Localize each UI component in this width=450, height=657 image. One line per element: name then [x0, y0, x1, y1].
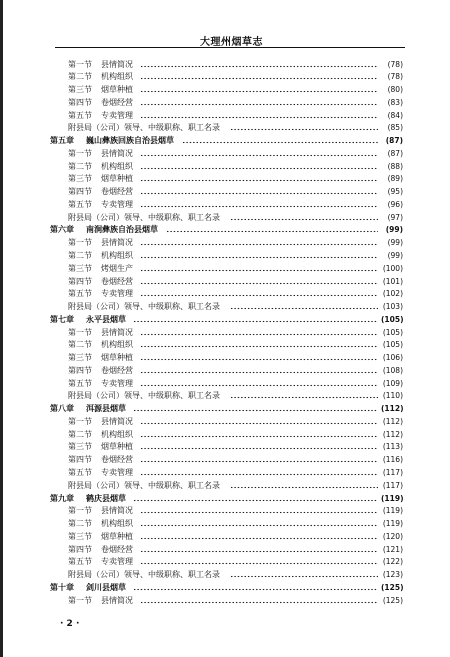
toc-entry-number: 第八章 — [50, 404, 74, 414]
toc-leader-dots — [140, 237, 378, 250]
toc-entry-title: 附县局（公司）领导、中级职称、职工名录 — [68, 570, 220, 580]
toc-section-row — [0, 237, 450, 250]
toc-section-row — [0, 339, 450, 352]
toc-entry-number: 第一节 — [68, 506, 92, 516]
toc-appendix-row — [0, 301, 450, 314]
toc-section-row — [0, 378, 450, 391]
toc-page-number: (100) — [382, 263, 403, 273]
toc-leader-dots — [230, 569, 378, 582]
toc-page-number: (101) — [382, 276, 403, 286]
toc-chapter-row — [0, 314, 450, 327]
toc-entry-title: 附县局（公司）领导、中级职称、职工名录 — [68, 123, 220, 133]
toc-page-number: (96) — [387, 199, 403, 209]
toc-section-row — [0, 556, 450, 569]
toc-leader-dots — [140, 84, 378, 97]
toc-leader-dots — [140, 441, 378, 454]
toc-entry-number: 第三节 — [68, 442, 92, 452]
toc-page-number: (125) — [382, 595, 403, 605]
toc-page-number: (103) — [382, 302, 403, 312]
toc-entry-number: 第二节 — [68, 161, 92, 171]
toc-entry-number: 第三节 — [68, 174, 92, 184]
toc-page-number: (116) — [382, 455, 403, 465]
toc-entry-number: 第五章 — [50, 136, 74, 146]
toc-leader-dots — [230, 390, 378, 403]
toc-chapter-row — [0, 224, 450, 237]
toc-page-number: (87) — [385, 136, 403, 146]
toc-entry-number: 第四节 — [68, 276, 92, 286]
toc-page-number: (110) — [382, 391, 403, 401]
toc-leader-dots — [230, 480, 378, 493]
toc-entry-title: 县情简况 — [101, 238, 133, 248]
toc-section-row — [0, 250, 450, 263]
toc-entry-number: 第二节 — [68, 519, 92, 529]
toc-entry-title: 县情简况 — [101, 595, 133, 605]
toc-entry-title: 烟草种植 — [101, 85, 133, 95]
toc-appendix-row — [0, 480, 450, 493]
toc-appendix-row — [0, 122, 450, 135]
toc-leader-dots — [140, 416, 378, 429]
running-header-title: 大理州烟草志 — [200, 37, 263, 48]
toc-entry-number: 第四节 — [68, 365, 92, 375]
toc-leader-dots — [140, 505, 378, 518]
toc-leader-dots — [140, 544, 378, 557]
toc-entry-title: 专卖管理 — [101, 378, 133, 388]
toc-page-number: (95) — [387, 187, 403, 197]
toc-entry-number: 第二节 — [68, 429, 92, 439]
toc-leader-dots — [140, 378, 378, 391]
toc-appendix-row — [0, 212, 450, 225]
toc-leader-dots — [140, 59, 378, 72]
toc-page-number: (97) — [387, 212, 403, 222]
toc-chapter-row — [0, 135, 450, 148]
toc-entry-title: 附县局（公司）领导、中级职称、职工名录 — [68, 212, 220, 222]
toc-entry-title: 烤烟生产 — [101, 263, 133, 273]
toc-entry-title: 机构组织 — [101, 519, 133, 529]
toc-section-row — [0, 263, 450, 276]
toc-entry-title: 烟草种植 — [101, 174, 133, 184]
toc-leader-dots — [182, 135, 378, 148]
toc-page-number: (105) — [381, 314, 404, 324]
toc-entry-number: 第九章 — [50, 493, 74, 503]
toc-entry-title: 县情简况 — [101, 327, 133, 337]
toc-entry-number: 第一节 — [68, 327, 92, 337]
toc-entry-title: 永平县烟草 — [86, 314, 126, 324]
toc-section-row — [0, 84, 450, 97]
toc-page-number: (109) — [382, 378, 403, 388]
toc-entry-title: 卷烟经营 — [101, 276, 133, 286]
toc-entry-number: 第二节 — [68, 340, 92, 350]
toc-entry-title: 附县局（公司）领导、中级职称、职工名录 — [68, 391, 220, 401]
toc-leader-dots — [140, 97, 378, 110]
toc-leader-dots — [140, 518, 378, 531]
toc-entry-number: 第五节 — [68, 557, 92, 567]
toc-entry-title: 剑川县烟草 — [86, 582, 126, 592]
toc-page-number: (112) — [381, 404, 404, 414]
toc-entry-number: 第五节 — [68, 110, 92, 120]
toc-entry-title: 烟草种植 — [101, 442, 133, 452]
toc-entry-number: 第二节 — [68, 250, 92, 260]
toc-leader-dots — [140, 467, 378, 480]
toc-page-number: (119) — [382, 506, 403, 516]
toc-entry-title: 鹤庆县烟草 — [86, 493, 126, 503]
toc-entry-number: 第五节 — [68, 468, 92, 477]
toc-entry-title: 县情简况 — [101, 148, 133, 158]
toc-entry-number: 第一节 — [68, 238, 92, 248]
toc-entry-title: 专卖管理 — [101, 199, 133, 209]
toc-page-number: (125) — [381, 582, 404, 592]
toc-page-number: (99) — [385, 225, 403, 235]
toc-page-number: (123) — [382, 570, 403, 580]
toc-leader-dots — [133, 403, 378, 416]
toc-leader-dots — [140, 531, 378, 544]
toc-entry-number: 第五节 — [68, 289, 92, 299]
toc-entry-title: 机构组织 — [101, 72, 133, 82]
toc-entry-title: 卷烟经营 — [101, 544, 133, 554]
toc-leader-dots — [230, 212, 378, 225]
toc-page-number: (99) — [387, 238, 403, 248]
toc-entry-number: 第三节 — [68, 353, 92, 363]
toc-section-row — [0, 505, 450, 518]
toc-entry-number: 第十章 — [50, 582, 74, 592]
toc-entry-title: 巍山彝族回族自治县烟草 — [86, 136, 174, 146]
toc-leader-dots — [140, 556, 378, 569]
toc-section-row — [0, 595, 450, 608]
toc-entry-title: 县情简况 — [101, 59, 133, 69]
toc-leader-dots — [230, 301, 378, 314]
toc-leader-dots — [140, 365, 378, 378]
toc-entry-title: 烟草种植 — [101, 531, 133, 541]
toc-page-number: (112) — [382, 416, 403, 426]
table-of-contents — [0, 59, 450, 608]
toc-page-number: (119) — [382, 519, 403, 529]
toc-entry-title: 专卖管理 — [101, 289, 133, 299]
toc-appendix-row — [0, 569, 450, 582]
toc-leader-dots — [140, 161, 378, 174]
toc-entry-title: 专卖管理 — [101, 557, 133, 567]
toc-section-row — [0, 110, 450, 123]
toc-page-number: (87) — [387, 148, 403, 158]
toc-page-number: (105) — [382, 327, 403, 337]
toc-leader-dots — [140, 276, 378, 289]
toc-page-number: (83) — [387, 97, 403, 107]
toc-page-number: (106) — [382, 353, 403, 363]
toc-section-row — [0, 531, 450, 544]
toc-section-row — [0, 429, 450, 442]
toc-entry-title: 卷烟经营 — [101, 455, 133, 465]
toc-page-number: (85) — [387, 123, 403, 133]
toc-section-row — [0, 518, 450, 531]
toc-section-row — [0, 59, 450, 72]
toc-leader-dots — [140, 250, 378, 263]
toc-entry-number: 第六章 — [50, 225, 74, 235]
toc-chapter-row — [0, 403, 450, 416]
toc-leader-dots — [140, 71, 378, 84]
toc-section-row — [0, 97, 450, 110]
toc-chapter-row — [0, 582, 450, 595]
toc-page-number: (112) — [382, 429, 403, 439]
toc-leader-dots — [140, 429, 378, 442]
toc-entry-number: 第五节 — [68, 199, 92, 209]
toc-page-number: (78) — [387, 72, 403, 82]
toc-entry-title: 卷烟经营 — [101, 187, 133, 197]
toc-entry-number: 第四节 — [68, 544, 92, 554]
toc-leader-dots — [140, 595, 378, 608]
toc-entry-number: 第三节 — [68, 263, 92, 273]
toc-entry-title: 专卖管理 — [101, 110, 133, 120]
toc-section-row — [0, 467, 450, 480]
toc-leader-dots — [133, 314, 378, 327]
toc-section-row — [0, 71, 450, 84]
toc-page-number: (84) — [387, 110, 403, 120]
toc-entry-number: 第七章 — [50, 314, 74, 324]
toc-entry-number: 第四节 — [68, 187, 92, 197]
toc-leader-dots — [230, 122, 378, 135]
toc-page-number: (108) — [382, 365, 403, 375]
toc-page-number: (122) — [382, 557, 403, 567]
toc-leader-dots — [140, 110, 378, 123]
toc-page-number: (120) — [382, 531, 403, 541]
toc-entry-title: 机构组织 — [101, 161, 133, 171]
toc-chapter-row — [0, 493, 450, 506]
toc-entry-number: 第一节 — [68, 59, 92, 69]
toc-page-number: (88) — [387, 161, 403, 171]
toc-entry-title: 机构组织 — [101, 429, 133, 439]
toc-section-row — [0, 186, 450, 199]
toc-leader-dots — [133, 582, 378, 595]
toc-page-number: (89) — [387, 174, 403, 184]
toc-entry-title: 专卖管理 — [101, 468, 133, 477]
toc-entry-title: 烟草种植 — [101, 353, 133, 363]
toc-section-row — [0, 199, 450, 212]
toc-page-number: (99) — [387, 250, 403, 260]
toc-entry-number: 第四节 — [68, 97, 92, 107]
toc-section-row — [0, 365, 450, 378]
toc-entry-number: 第五节 — [68, 378, 92, 388]
toc-section-row — [0, 288, 450, 301]
toc-section-row — [0, 544, 450, 557]
toc-section-row — [0, 276, 450, 289]
toc-entry-number: 第三节 — [68, 531, 92, 541]
toc-page-number: (105) — [382, 340, 403, 350]
toc-entry-number: 第三节 — [68, 85, 92, 95]
toc-entry-title: 南涧彝族自治县烟草 — [86, 225, 158, 235]
toc-entry-number: 第一节 — [68, 416, 92, 426]
toc-section-row — [0, 352, 450, 365]
toc-leader-dots — [140, 186, 378, 199]
toc-section-row — [0, 173, 450, 186]
toc-leader-dots — [140, 173, 378, 186]
toc-entry-title: 卷烟经营 — [101, 365, 133, 375]
toc-page-number: (117) — [382, 480, 403, 490]
toc-section-row — [0, 454, 450, 467]
page-folio: · 2 · — [60, 619, 80, 629]
toc-entry-title: 机构组织 — [101, 340, 133, 350]
toc-section-row — [0, 327, 450, 340]
toc-appendix-row — [0, 390, 450, 403]
toc-leader-dots — [140, 339, 378, 352]
toc-entry-title: 附县局（公司）领导、中级职称、职工名录 — [68, 302, 220, 312]
toc-section-row — [0, 441, 450, 454]
toc-section-row — [0, 416, 450, 429]
toc-page-number: (102) — [382, 289, 403, 299]
toc-page-number: (78) — [387, 59, 403, 69]
toc-leader-dots — [140, 199, 378, 212]
header-rule — [55, 47, 405, 48]
toc-leader-dots — [140, 263, 378, 276]
toc-page-number: (117) — [382, 468, 403, 477]
toc-entry-title: 机构组织 — [101, 250, 133, 260]
toc-leader-dots — [166, 224, 378, 237]
toc-entry-title: 卷烟经营 — [101, 97, 133, 107]
toc-leader-dots — [133, 493, 378, 506]
toc-entry-number: 第四节 — [68, 455, 92, 465]
toc-section-row — [0, 148, 450, 161]
toc-entry-number: 第一节 — [68, 148, 92, 158]
toc-entry-number: 第一节 — [68, 595, 92, 605]
toc-page-number: (113) — [382, 442, 403, 452]
toc-leader-dots — [140, 327, 378, 340]
toc-leader-dots — [140, 288, 378, 301]
toc-entry-title: 县情简况 — [101, 416, 133, 426]
toc-leader-dots — [140, 352, 378, 365]
toc-page-number: (119) — [381, 493, 404, 503]
toc-page-number: (80) — [387, 85, 403, 95]
toc-entry-title: 附县局（公司）领导、中级职称、职工名录 — [68, 480, 220, 490]
toc-entry-title: 洱源县烟草 — [86, 404, 126, 414]
toc-entry-title: 县情简况 — [101, 506, 133, 516]
toc-leader-dots — [140, 148, 378, 161]
toc-section-row — [0, 161, 450, 174]
toc-leader-dots — [140, 454, 378, 467]
toc-entry-number: 第二节 — [68, 72, 92, 82]
toc-page-number: (121) — [382, 544, 403, 554]
